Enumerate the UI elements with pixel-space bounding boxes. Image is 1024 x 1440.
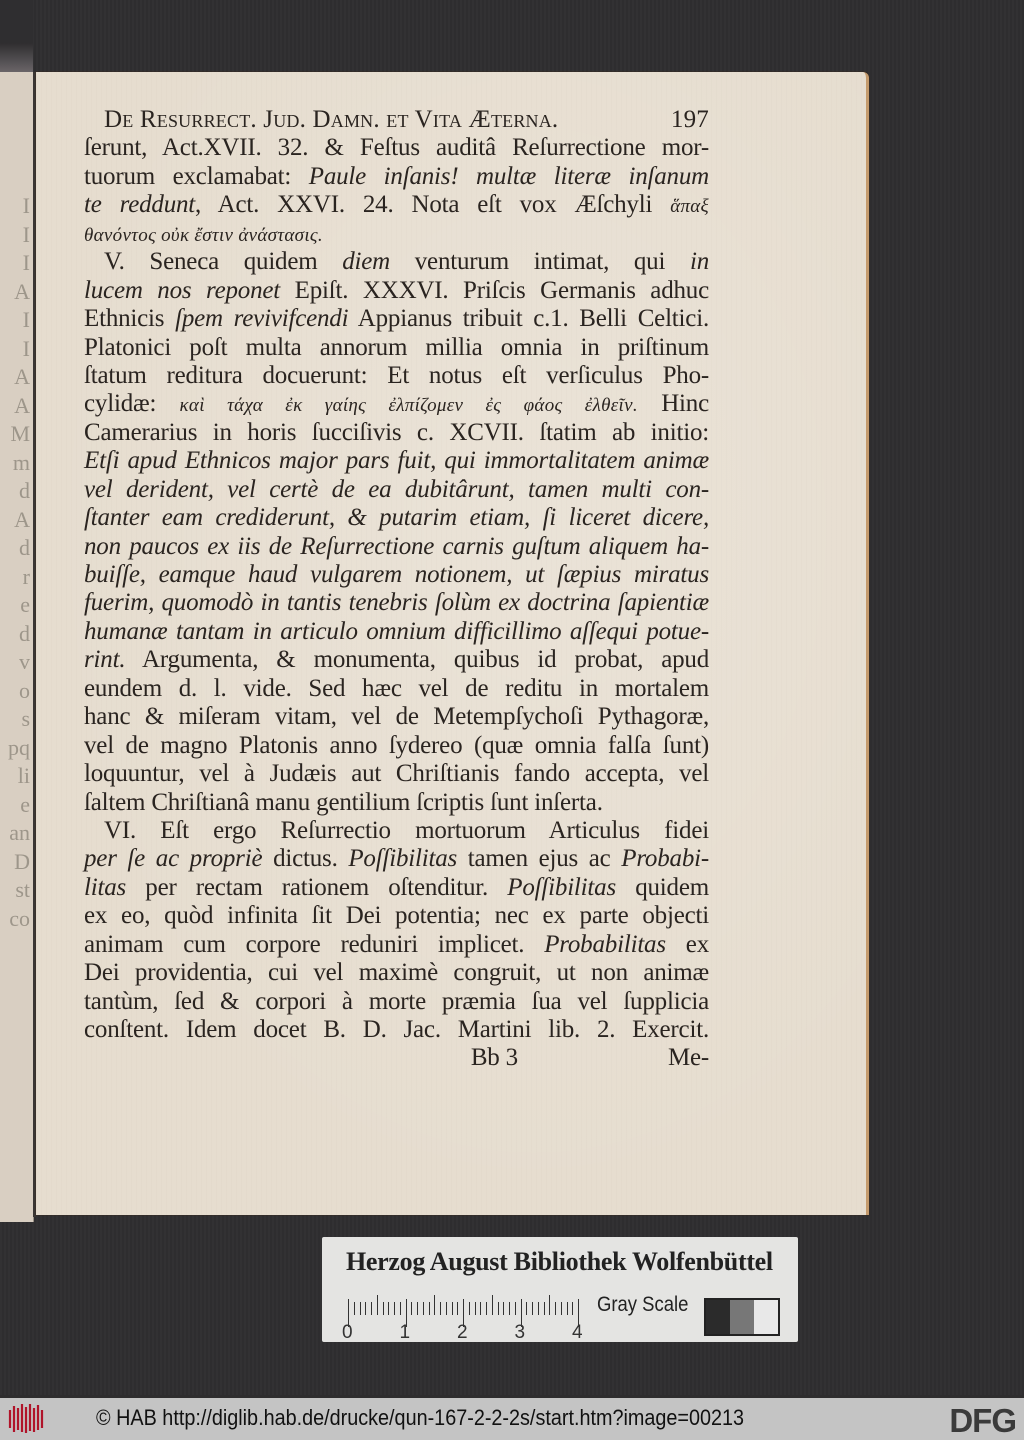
text-line	[84, 589, 709, 617]
ruler-tick	[515, 1302, 516, 1315]
hab-logo-icon[interactable]	[6, 1402, 46, 1434]
bleed-through-glyph: M	[10, 421, 30, 446]
bleed-through-glyph: d	[19, 620, 30, 646]
roman-text: V. Seneca quidem	[104, 248, 343, 276]
text-line	[84, 334, 709, 362]
text-line	[84, 1016, 709, 1044]
ruler-number: 1	[399, 1322, 411, 1343]
roman-text: ſerunt, Act.XVII. 32. & Feſtus auditâ Reſurrectione mor-	[84, 134, 709, 162]
roman-text: vel de magno Platonis anno ſydereo (quæ omnia falſa ſunt)	[84, 731, 709, 759]
text-line	[84, 817, 709, 845]
bleed-through-glyph: d	[19, 478, 30, 503]
ruler-tick	[360, 1302, 361, 1315]
text-line	[84, 902, 709, 930]
gray-swatch	[706, 1300, 730, 1334]
ruler-tick	[383, 1302, 384, 1315]
color-calibration-card	[322, 1237, 798, 1342]
italic-text: humanæ tantam in articulo omnium difficillimo aſſequi potue-	[84, 617, 709, 645]
text-line	[84, 703, 709, 731]
ruler-tick	[498, 1302, 499, 1315]
gray-swatch	[754, 1300, 778, 1334]
italic-text: Paule inſanis! multæ literæ inſanum	[308, 162, 709, 190]
roman-text: tuorum exclamabat:	[84, 162, 309, 190]
italic-text: diem	[342, 248, 391, 276]
italic-text: non paucos ex iis de Reſurrectione carnis guſtum aliquem ha-	[84, 532, 709, 560]
page-number: 197	[670, 106, 709, 133]
roman-text: Epiſt. XXXVI. Priſcis Germanis adhuc	[280, 276, 710, 304]
roman-text: quidem	[616, 873, 709, 901]
roman-text: VI. Eſt ergo Reſurrectio mortuorum Articulus fidei	[104, 816, 709, 844]
roman-text: ex eo, quòd infinita ſit Dei potentia; nec ex parte objecti	[84, 902, 709, 930]
gray-scale-swatches	[704, 1298, 780, 1336]
bleed-through-glyph: I	[22, 307, 30, 332]
italic-text: buiſſe, eamque haud vulgarem notionem, ut ſæpius miratus	[84, 561, 709, 588]
binding-gap	[0, 0, 33, 72]
ruler-tick	[354, 1302, 355, 1315]
bleed-through-glyph: A	[14, 278, 30, 304]
ruler-tick	[486, 1302, 487, 1315]
text-line	[84, 305, 709, 333]
ruler-tick	[417, 1302, 418, 1315]
ruler-tick	[411, 1302, 412, 1315]
ruler-tick	[555, 1302, 556, 1315]
ruler-tick	[538, 1302, 539, 1315]
roman-text: Argumenta, & monumenta, quibus id probat, apud	[125, 646, 709, 674]
italic-text: ſtanter eam crediderunt, & putarim etiam, ſi liceret dicere,	[84, 504, 709, 532]
roman-text: Ethnicis	[84, 305, 176, 333]
bleed-through-glyph: I	[22, 221, 30, 247]
italic-text: Probabi-	[621, 845, 709, 873]
ruler-number: 4	[572, 1322, 583, 1343]
text-line	[84, 874, 709, 902]
bleed-through-glyph: st	[15, 877, 30, 902]
ruler-tick	[400, 1302, 401, 1315]
roman-text: animam cum corpore reduniri implicet.	[84, 930, 545, 958]
book-page	[36, 72, 869, 1215]
text-line	[84, 447, 709, 475]
bleed-through-glyph: v	[19, 649, 30, 674]
italic-text: Poſſibilitas	[348, 845, 458, 873]
roman-text: cylidæ:	[84, 390, 180, 418]
italic-text: te reddunt	[84, 191, 196, 219]
italic-text: ſpem revivifcendi	[175, 305, 349, 333]
roman-text: tamen ejus ac	[457, 845, 622, 873]
ruler-tick	[526, 1302, 527, 1315]
body-text	[84, 134, 709, 1044]
roman-text: tantùm, ſed & corpori à morte præmia ſua vel ſupplicia	[84, 987, 709, 1015]
italic-text: Etſi apud Ethnicos major pars fuit, qui immortalitatem animæ	[84, 447, 709, 475]
bleed-through-glyph: d	[19, 535, 30, 560]
text-line	[84, 476, 709, 504]
roman-text: conſtent. Idem docet B. D. Jac. Martini lib. 2. Exercit.	[84, 1016, 709, 1043]
italic-text: litas	[84, 873, 127, 901]
text-line	[84, 191, 709, 219]
ruler-tick	[371, 1302, 372, 1315]
roman-text: ſtatum reditura docuerunt: Et notus eſt verſiculus Pho-	[84, 361, 709, 389]
roman-text: Platonici poſt multa annorum millia omnia in priſtinum	[84, 333, 709, 361]
bleed-through-glyph: A	[14, 364, 30, 389]
bleed-through-glyph: r	[22, 563, 30, 589]
text-line	[84, 533, 709, 561]
italic-text: Poſſibilitas	[507, 873, 617, 901]
greek-text: ἅπαξ	[670, 196, 709, 218]
roman-text: Hinc	[637, 390, 709, 418]
ruler-number: 0	[342, 1322, 353, 1343]
running-head	[84, 106, 709, 134]
signature-line	[84, 1044, 709, 1072]
text-line	[84, 675, 709, 703]
centimeter-ruler	[348, 1293, 578, 1321]
roman-text: Appianus tribuit c.1. Belli Celtici.	[348, 305, 709, 333]
roman-text: loquuntur, vel à Judæis aut Chriſtianis fando accepta, vel	[84, 760, 709, 788]
bleed-through-glyph: e	[20, 791, 30, 817]
roman-text: , Act. XXVI. 24. Nota eſt vox Æſchyli	[195, 191, 671, 219]
ruler-tick	[429, 1302, 430, 1315]
text-line	[84, 732, 709, 760]
text-line	[84, 220, 709, 248]
library-name: Herzog August Bibliothek Wolfenbüttel	[346, 1247, 773, 1276]
ruler-number: 3	[514, 1322, 526, 1343]
roman-text: eundem d. l. vide. Sed hæc vel de reditu in mortalem	[84, 674, 709, 702]
copyright-url-link[interactable]: © HAB http://diglib.hab.de/drucke/qun-167-2-2-2s/start.htm?image=00213	[96, 1405, 745, 1430]
page-text-block	[84, 106, 709, 1073]
italic-text: in	[689, 248, 709, 276]
text-line	[84, 931, 709, 959]
ruler-tick	[532, 1302, 533, 1315]
greek-text: καὶ τάχα ἐκ γαίης ἐλπίζομεν ἐς φάος ἐλθεῖν.	[179, 395, 638, 417]
text-line	[84, 390, 709, 418]
roman-text: hanc & miſeram vitam, vel de Metempſychoſi Pythagoræ,	[84, 703, 709, 731]
roman-text: Dei providentia, cui vel maximè congruit, ut non animæ	[84, 959, 709, 987]
text-line	[84, 419, 709, 447]
ruler-tick	[475, 1302, 476, 1315]
bleed-through-glyph: I	[22, 193, 30, 218]
bleed-through-glyph: I	[22, 250, 30, 275]
ruler-tick	[423, 1302, 424, 1315]
ruler-tick	[509, 1302, 510, 1315]
italic-text: fuerim, quomodò in tantis tenebris ſolùm ex doctrina ſapientiæ	[84, 589, 709, 617]
roman-text: per rectam rationem oſtenditur.	[126, 873, 508, 901]
bleed-through-glyph: pq	[8, 734, 30, 760]
bleed-through-glyph: D	[14, 848, 30, 874]
text-line	[84, 561, 709, 589]
greek-text: θανόντος οὐκ ἔστιν ἀνάστασις.	[84, 224, 323, 246]
ruler-tick	[561, 1302, 562, 1315]
ruler-tick	[434, 1295, 435, 1315]
bleed-through-glyph: m	[12, 449, 30, 475]
italic-text: rint.	[84, 646, 126, 674]
text-line	[84, 845, 709, 873]
text-line	[84, 760, 709, 788]
text-line	[84, 248, 709, 276]
ruler-tick	[365, 1302, 366, 1315]
ruler-tick	[394, 1302, 395, 1315]
bleed-through-glyph: e	[20, 592, 30, 617]
bleed-through-glyph: s	[21, 706, 30, 731]
text-line	[84, 789, 709, 817]
facing-page-edge	[0, 72, 34, 1222]
bleed-through-glyph: I	[22, 335, 30, 361]
italic-text: vel derident, vel certè de ea dubitârunt, tamen multi con-	[84, 475, 709, 503]
ruler-tick	[469, 1302, 470, 1315]
bleed-through-glyph: co	[9, 905, 30, 931]
ruler-tick	[457, 1302, 458, 1315]
bleed-through-glyph: A	[14, 392, 30, 418]
bleed-through-glyph: an	[9, 820, 30, 845]
roman-text: ſaltem Chriſtianâ manu gentilium ſcriptis ſunt inſerta.	[84, 788, 603, 816]
ruler-tick	[492, 1295, 493, 1315]
ruler-tick	[549, 1295, 550, 1315]
roman-text: venturum intimat, qui	[390, 248, 690, 276]
bleed-through-glyph: A	[14, 506, 30, 532]
ruler-tick	[388, 1302, 389, 1315]
roman-text: Camerarius in horis ſucciſivis c. XCVII. ſtatim ab initio:	[84, 418, 709, 446]
text-line	[84, 618, 709, 646]
gray-scale-label: Gray Scale	[597, 1293, 689, 1316]
italic-text: per ſe ac propriè	[84, 845, 263, 873]
ruler-tick	[567, 1302, 568, 1315]
ruler-tick	[377, 1295, 378, 1315]
running-head-title: De Resurrect. Jud. Damn. et Vita Æterna.	[104, 106, 559, 133]
text-line	[84, 163, 709, 191]
ruler-tick	[572, 1302, 573, 1315]
text-line	[84, 362, 709, 390]
text-line	[84, 988, 709, 1016]
ruler-number: 2	[457, 1322, 468, 1343]
roman-text: ex	[665, 930, 710, 958]
ruler-tick	[446, 1302, 447, 1315]
bleed-through-glyph: o	[19, 677, 30, 703]
ruler-tick	[440, 1302, 441, 1315]
footer-bar	[0, 1398, 1024, 1440]
italic-text: lucem nos reponet	[84, 276, 281, 304]
ruler-tick	[503, 1302, 504, 1315]
ruler-tick	[452, 1302, 453, 1315]
ruler-tick	[544, 1302, 545, 1315]
text-line	[84, 277, 709, 305]
ruler-tick	[480, 1302, 481, 1315]
bleed-through-glyph: li	[17, 763, 30, 788]
text-line	[84, 646, 709, 674]
italic-text: Probabilitas	[544, 930, 666, 958]
dfg-logo[interactable]: DFG	[949, 1402, 1016, 1439]
roman-text: dictus.	[262, 845, 349, 873]
text-line	[84, 504, 709, 532]
text-line	[84, 134, 709, 162]
text-line	[84, 959, 709, 987]
gray-swatch	[730, 1300, 754, 1334]
signature-mark: Bb 3	[470, 1044, 518, 1072]
catchword: Me-	[667, 1044, 709, 1072]
